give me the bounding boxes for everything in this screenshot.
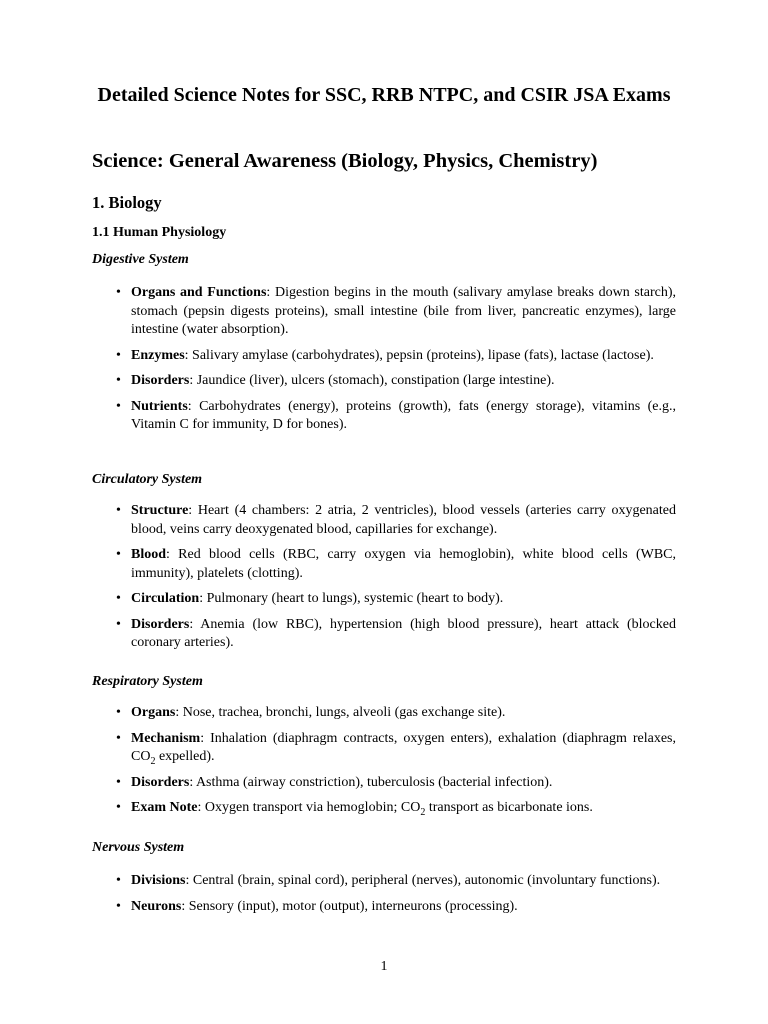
item-term: Blood — [131, 547, 167, 562]
item-text: : Digestion begins in the mouth (salivary amylase breaks down starch), stomach (pepsin digests proteins), small intestine (bile from liver, pancreatic enzymes), large intestine (water absorption). — [131, 285, 676, 337]
digestive-heading: Digestive System — [92, 252, 189, 267]
item-term: Circulation — [131, 591, 200, 606]
subscript: 2 — [420, 806, 426, 818]
item-term: Disorders — [131, 616, 190, 632]
bullet-icon: • — [116, 705, 121, 720]
item-term: Enzymes — [131, 347, 185, 363]
item-text: : Nose, trachea, bronchi, lungs, alveoli (gas exchange site). — [175, 705, 506, 720]
item-term: Nutrients — [131, 398, 188, 414]
bullet-icon: • — [116, 591, 121, 606]
item-text-b: expelled). — [155, 749, 215, 764]
item-text: : Red blood cells (RBC, carry oxygen via hemoglobin), white blood cells (WBC, immunity), platelets (clotting). — [131, 547, 676, 581]
list-item — [0, 372, 768, 391]
bullet-icon: • — [116, 898, 121, 914]
item-text: : Jaundice (liver), ulcers (stomach), constipation (large intestine). — [189, 373, 555, 388]
item-term: Disorders — [131, 373, 190, 388]
subsubsection-heading: 1.1 Human Physiology — [92, 225, 227, 240]
bullet-icon: • — [116, 503, 121, 518]
list-item — [0, 730, 768, 767]
nervous-list — [0, 872, 768, 916]
list-item — [0, 347, 768, 366]
list-item — [0, 546, 768, 583]
item-text-a: : Oxygen transport via hemoglobin; CO — [197, 800, 421, 815]
nervous-heading: Nervous System — [92, 840, 185, 855]
item-text: : Carbohydrates (energy), proteins (growth), fats (energy storage), vitamins (e.g., Vitamin C for immunity, D for bones). — [131, 398, 676, 432]
subsection-heading: 1. Biology — [92, 193, 162, 212]
page-number: 1 — [380, 959, 388, 974]
item-term: Structure — [131, 503, 189, 518]
bullet-icon: • — [116, 547, 121, 562]
list-item — [0, 774, 768, 793]
circulatory-list — [0, 502, 768, 653]
list-item — [0, 616, 768, 653]
item-text: : Asthma (airway constriction), tuberculosis (bacterial infection). — [189, 774, 553, 790]
document-title: Detailed Science Notes for SSC, RRB NTPC, and CSIR JSA Exams — [97, 84, 671, 106]
item-term: Mechanism — [131, 730, 201, 746]
item-term: Divisions — [131, 873, 186, 888]
item-text: : Salivary amylase (carbohydrates), pepsin (proteins), lipase (fats), lactase (lactose). — [184, 347, 654, 363]
item-text-b: transport as bicarbonate ions. — [425, 800, 593, 815]
list-item — [0, 799, 768, 818]
bullet-icon: • — [116, 347, 121, 363]
circulatory-heading: Circulatory System — [92, 472, 203, 487]
list-item — [0, 284, 768, 340]
subscript: 2 — [150, 755, 156, 767]
item-text: : Central (brain, spinal cord), peripheral (nerves), autonomic (involuntary functions). — [185, 873, 661, 888]
bullet-icon: • — [116, 398, 121, 414]
item-text: : Anemia (low RBC), hypertension (high blood pressure), heart attack (blocked coronary arteries). — [131, 616, 676, 650]
item-term: Organs and Functions — [131, 285, 267, 300]
item-term: Organs — [131, 705, 176, 720]
list-item — [0, 502, 768, 539]
digestive-list — [0, 284, 768, 435]
bullet-icon: • — [116, 373, 121, 388]
item-term: Exam Note — [131, 800, 198, 815]
bullet-icon: • — [116, 800, 121, 815]
bullet-icon: • — [116, 873, 121, 888]
respiratory-heading: Respiratory System — [92, 674, 203, 689]
item-term: Neurons — [131, 898, 182, 914]
bullet-icon: • — [116, 730, 121, 746]
item-text: : Pulmonary (heart to lungs), systemic (heart to body). — [199, 591, 504, 606]
list-item — [0, 398, 768, 435]
section-heading: Science: General Awareness (Biology, Physics, Chemistry) — [92, 150, 598, 172]
list-item — [0, 872, 768, 891]
bullet-icon: • — [116, 285, 121, 300]
item-term: Disorders — [131, 774, 190, 790]
item-text: : Heart (4 chambers: 2 atria, 2 ventricles), blood vessels (arteries carry oxygenated blood, veins carry deoxygenated blood, capillaries for exchange). — [131, 503, 676, 537]
item-text: : Sensory (input), motor (output), interneurons (processing). — [181, 898, 518, 914]
list-item — [0, 590, 768, 609]
list-item — [0, 898, 768, 917]
bullet-icon: • — [116, 616, 121, 632]
list-item — [0, 704, 768, 723]
item-text-a: : Inhalation (diaphragm contracts, oxygen enters), exhalation (diaphragm relaxes, CO — [131, 730, 676, 764]
bullet-icon: • — [116, 774, 121, 790]
respiratory-list — [0, 704, 768, 818]
